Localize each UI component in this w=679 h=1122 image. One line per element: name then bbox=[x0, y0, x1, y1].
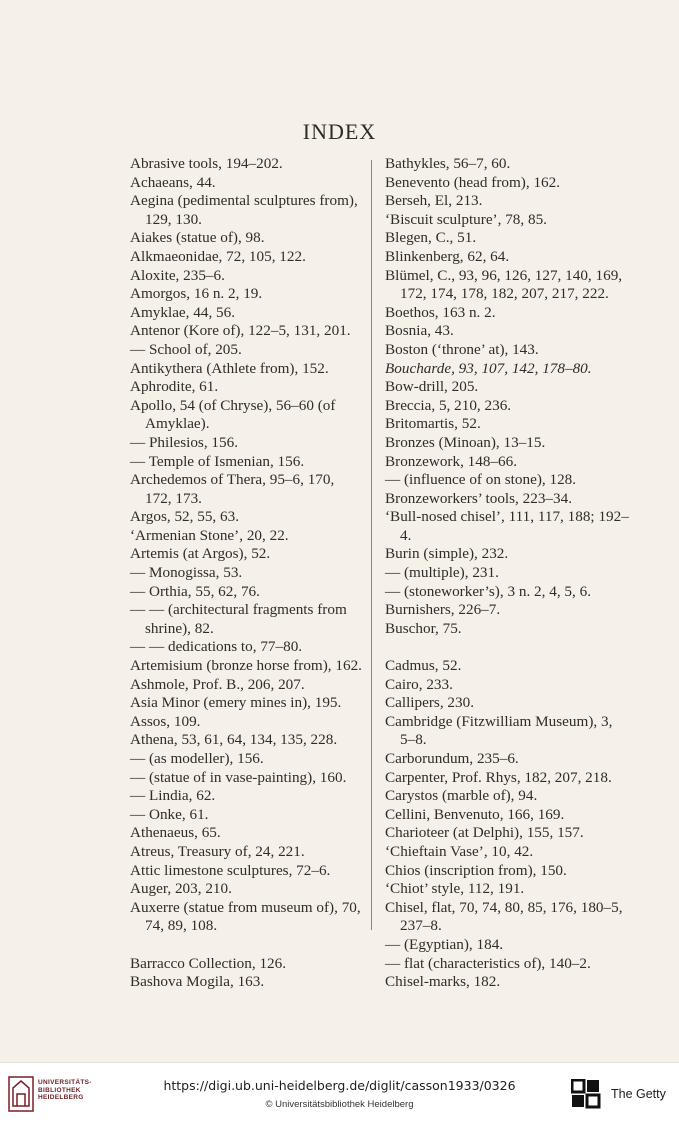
index-entry: Achaeans, 44. bbox=[130, 173, 216, 191]
index-entry: ‘Chieftain Vase’, 10, 42. bbox=[385, 842, 534, 860]
index-entry: Attic limestone sculptures, 72–6. bbox=[130, 861, 331, 879]
index-entry: — (stoneworker’s), 3 n. 2, 4, 5, 6. bbox=[385, 582, 591, 600]
copyright-notice: © Universitätsbibliothek Heidelberg bbox=[265, 1099, 414, 1110]
index-entry: Antenor (Kore of), 122–5, 131, 201. bbox=[130, 322, 351, 340]
index-entry: Callipers, 230. bbox=[385, 694, 475, 712]
index-entry: Cairo, 233. bbox=[385, 675, 453, 693]
index-entry: Cambridge (Fitzwilliam Museum), 3, 5–8. bbox=[385, 712, 613, 749]
index-entry: Ashmole, Prof. B., 206, 207. bbox=[130, 675, 305, 693]
index-entry: Barracco Collection, 126. bbox=[130, 954, 287, 972]
index-entry: — Lindia, 62. bbox=[130, 787, 216, 805]
index-entry: Apollo, 54 (of Chryse), 56–60 (of Amyklae). bbox=[130, 396, 336, 433]
index-entry: Aiakes (statue of), 98. bbox=[130, 229, 265, 247]
page-title: INDEX bbox=[302, 119, 377, 144]
index-entry: — School of, 205. bbox=[130, 340, 242, 358]
column-divider bbox=[371, 160, 372, 930]
institution-name: UNIVERSITÄTS- BIBLIOTHEK HEIDELBERG bbox=[38, 1079, 92, 1101]
index-entry: Blegen, C., 51. bbox=[385, 229, 477, 247]
index-entry: Bosnia, 43. bbox=[385, 322, 454, 340]
index-entry: Bronzeworkers’ tools, 223–34. bbox=[385, 489, 572, 507]
index-entry: — flat (characteristics of), 140–2. bbox=[385, 954, 591, 972]
getty-logo-icon bbox=[571, 1079, 601, 1109]
index-entry: Athena, 53, 61, 64, 134, 135, 228. bbox=[130, 731, 338, 749]
index-entry: Blümel, C., 93, 96, 126, 127, 140, 169, 172, 174, 178, 182, 207, 217, 222. bbox=[385, 266, 623, 303]
index-entry: Berseh, El, 213. bbox=[385, 192, 483, 210]
index-entry: — (statue of in vase-painting), 160. bbox=[130, 768, 347, 786]
index-entry: — — dedications to, 77–80. bbox=[130, 638, 303, 656]
index-entry: Artemisium (bronze horse from), 162. bbox=[130, 657, 362, 675]
index-entry: — (multiple), 231. bbox=[385, 564, 499, 582]
index-entry: Bashova Mogila, 163. bbox=[130, 973, 265, 991]
index-entry: Charioteer (at Delphi), 155, 157. bbox=[385, 824, 584, 842]
index-entry: Artemis (at Argos), 52. bbox=[130, 545, 271, 563]
index-entry: Abrasive tools, 194–202. bbox=[130, 155, 283, 172]
index-entry: Bronzes (Minoan), 13–15. bbox=[385, 433, 546, 451]
index-entry: Breccia, 5, 210, 236. bbox=[385, 396, 512, 414]
index-entry: Aegina (pedimental sculptures from), 129, 130. bbox=[130, 192, 358, 228]
index-entry: ‘Armenian Stone’, 20, 22. bbox=[130, 526, 289, 544]
index-entry: Amyklae, 44, 56. bbox=[130, 303, 236, 321]
index-entry: — Onke, 61. bbox=[130, 805, 209, 823]
index-entry: Bronzework, 148–66. bbox=[385, 452, 518, 470]
partner-name: The Getty bbox=[611, 1087, 666, 1101]
index-entry: Blinkenberg, 62, 64. bbox=[385, 247, 510, 265]
index-column-right bbox=[385, 155, 629, 992]
index-entry: Bathykles, 56–7, 60. bbox=[385, 155, 511, 172]
index-entry: Benevento (head from), 162. bbox=[385, 173, 561, 191]
index-entry: — Temple of Ismenian, 156. bbox=[130, 452, 305, 470]
index-entry: — (as modeller), 156. bbox=[130, 750, 264, 767]
index-entry: Athenaeus, 65. bbox=[130, 824, 221, 842]
index-entry: Auger, 203, 210. bbox=[130, 880, 232, 898]
index-entry: — — (architectural fragments from shrine), 82. bbox=[130, 601, 347, 637]
index-entry: Argos, 52, 55, 63. bbox=[130, 508, 239, 526]
index-entry: Chios (inscription from), 150. bbox=[385, 861, 567, 879]
index-entry: Britomartis, 52. bbox=[385, 415, 481, 433]
index-entry: Archedemos of Thera, 95–6, 170, 172, 173. bbox=[130, 471, 335, 507]
index-entry: Burin (simple), 232. bbox=[385, 545, 509, 563]
index-entry: Chisel-marks, 182. bbox=[385, 973, 501, 991]
index-entry: Asia Minor (emery mines in), 195. bbox=[130, 694, 342, 712]
index-column-left bbox=[130, 155, 362, 992]
index-entry: Auxerre (statue from museum of), 70, 74, 89, 108. bbox=[130, 898, 361, 935]
index-entry: — Monogissa, 53. bbox=[130, 564, 243, 582]
index-entry: Aloxite, 235–6. bbox=[130, 266, 225, 284]
index-entry: ‘Bull-nosed chisel’, 111, 117, 188; 192–4. bbox=[385, 508, 629, 544]
index-entry: Cadmus, 52. bbox=[385, 657, 462, 675]
permalink[interactable]: https://digi.ub.uni-heidelberg.de/diglit/casson1933/0326 bbox=[163, 1078, 516, 1093]
index-entry: Chisel, flat, 70, 74, 80, 85, 176, 180–5, 237–8. bbox=[385, 898, 623, 935]
index-entry: Carpenter, Prof. Rhys, 182, 207, 218. bbox=[385, 768, 612, 786]
index-entry: Alkmaeonidae, 72, 105, 122. bbox=[130, 247, 306, 265]
index-entry: — Orthia, 55, 62, 76. bbox=[130, 582, 260, 600]
index-entry: Boethos, 163 n. 2. bbox=[385, 303, 496, 321]
index-entry: ‘Chiot’ style, 112, 191. bbox=[385, 880, 525, 898]
index-entry: Antikythera (Athlete from), 152. bbox=[130, 359, 329, 377]
index-entry: — (Egyptian), 184. bbox=[385, 935, 504, 953]
index-entry: Carystos (marble of), 94. bbox=[385, 787, 538, 805]
index-entry: Cellini, Benvenuto, 166, 169. bbox=[385, 805, 565, 823]
index-entry: ‘Biscuit sculpture’, 78, 85. bbox=[385, 210, 547, 228]
index-entry: Burnishers, 226–7. bbox=[385, 601, 501, 619]
index-entry: — (influence of on stone), 128. bbox=[385, 471, 577, 489]
index-entry: — Philesios, 156. bbox=[130, 433, 239, 451]
viewer-footer bbox=[0, 1062, 679, 1122]
index-entry: Bow-drill, 205. bbox=[385, 378, 479, 396]
index-entry: Carborundum, 235–6. bbox=[385, 750, 519, 767]
index-entry: Atreus, Treasury of, 24, 221. bbox=[130, 842, 305, 860]
index-entry: Boston (‘throne’ at), 143. bbox=[385, 340, 539, 358]
index-entry: Amorgos, 16 n. 2, 19. bbox=[130, 285, 263, 303]
index-entry: Boucharde, 93, 107, 142, 178–80. bbox=[385, 359, 592, 377]
index-entry: Aphrodite, 61. bbox=[130, 378, 219, 396]
index-entry: Buschor, 75. bbox=[385, 619, 462, 637]
index-entry: Assos, 109. bbox=[130, 712, 201, 730]
